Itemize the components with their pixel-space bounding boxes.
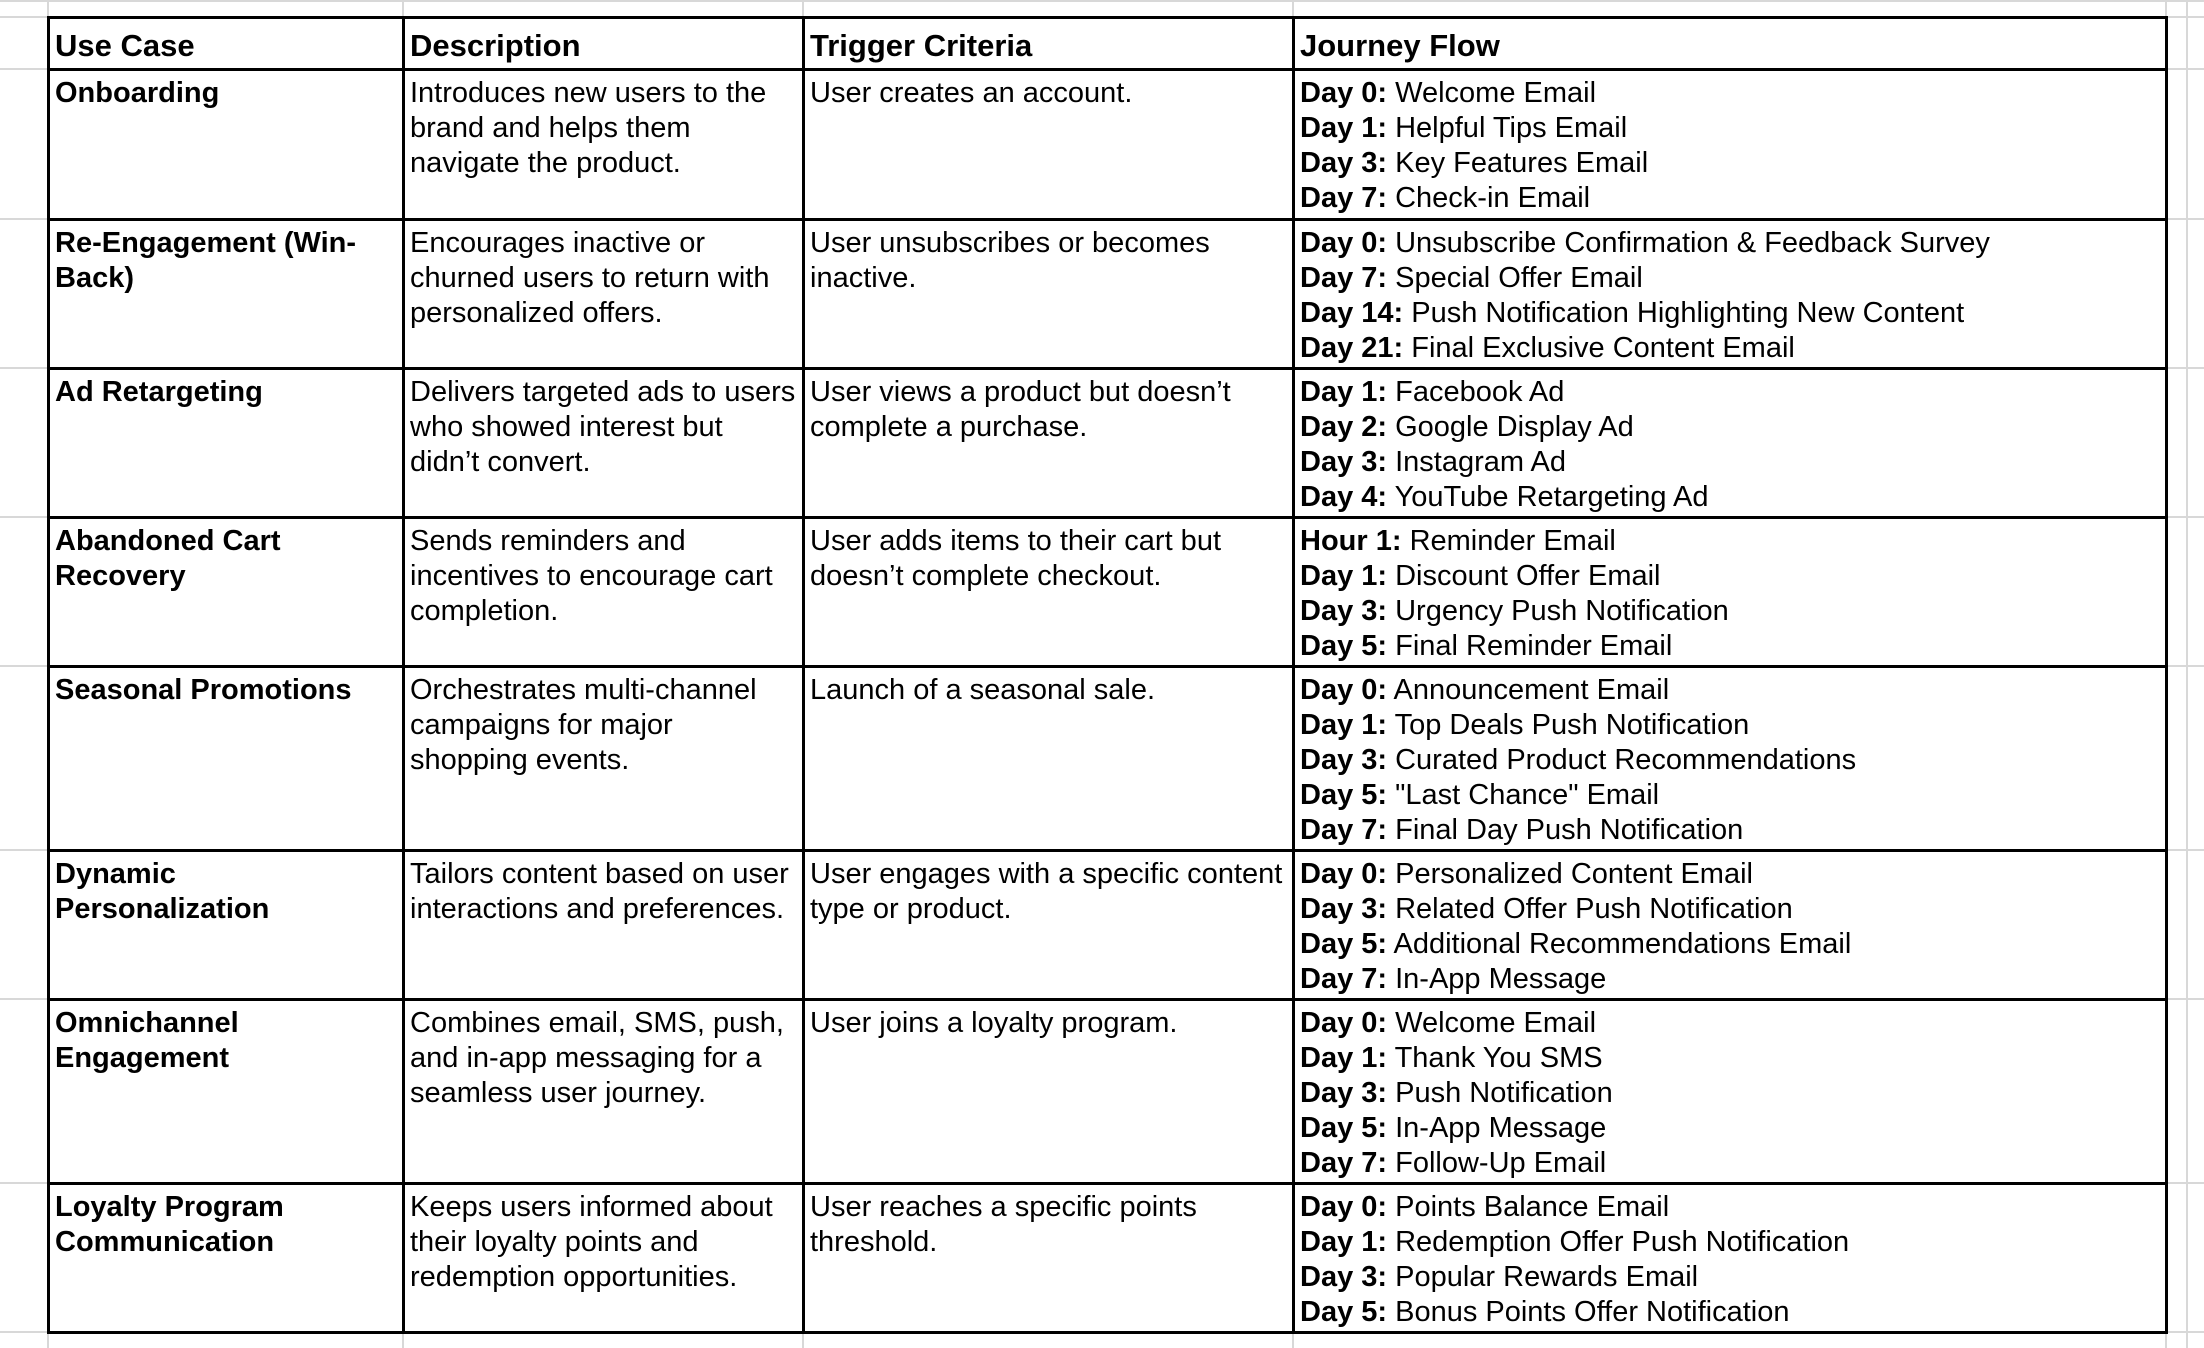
trigger-cell[interactable]: User joins a loyalty program. bbox=[804, 1000, 1294, 1184]
journey-step-line bbox=[1300, 857, 2161, 892]
use-case-cell[interactable]: Re-Engagement (Win-Back) bbox=[49, 220, 404, 369]
gridline bbox=[2165, 665, 2204, 667]
description-cell[interactable]: Delivers targeted ads to users who showed interest but didn’t convert. bbox=[404, 369, 804, 518]
journey-day-label: Day 0: bbox=[1300, 674, 1388, 706]
journey-step-text: Thank You SMS bbox=[1394, 1042, 1603, 1074]
journey-day-label: Day 3: bbox=[1300, 893, 1388, 925]
journey-step-text: YouTube Retargeting Ad bbox=[1394, 481, 1709, 513]
journey-step-line bbox=[1300, 480, 2161, 515]
table-row bbox=[49, 667, 2167, 851]
journey-cell[interactable] bbox=[1294, 70, 2167, 220]
journey-day-label: Day 7: bbox=[1300, 1147, 1388, 1179]
journey-day-label: Day 3: bbox=[1300, 1261, 1388, 1293]
gridline bbox=[2165, 516, 2204, 518]
journey-step-text: In-App Message bbox=[1395, 1112, 1607, 1144]
journey-step-text: Special Offer Email bbox=[1395, 262, 1643, 294]
journey-day-label: Day 7: bbox=[1300, 182, 1388, 214]
journey-day-label: Day 0: bbox=[1300, 1007, 1388, 1039]
use-case-cell[interactable]: Onboarding bbox=[49, 70, 404, 220]
journey-day-label: Day 1: bbox=[1300, 709, 1388, 741]
use-case-cell[interactable]: Dynamic Personalization bbox=[49, 851, 404, 1000]
journey-cell[interactable] bbox=[1294, 518, 2167, 667]
journey-step-text: Final Reminder Email bbox=[1395, 630, 1673, 662]
journey-step-line bbox=[1300, 1111, 2161, 1146]
journey-step-line bbox=[1300, 962, 2161, 997]
description-cell[interactable]: Sends reminders and incentives to encourage cart completion. bbox=[404, 518, 804, 667]
journey-step-line bbox=[1300, 445, 2161, 480]
journey-step-line bbox=[1300, 76, 2161, 111]
journey-day-label: Day 3: bbox=[1300, 595, 1388, 627]
gridline bbox=[2165, 16, 2204, 18]
use-case-cell[interactable]: Loyalty Program Communication bbox=[49, 1184, 404, 1333]
journey-day-label: Day 7: bbox=[1300, 963, 1388, 995]
description-cell[interactable]: Keeps users informed about their loyalty points and redemption opportunities. bbox=[404, 1184, 804, 1333]
gridline bbox=[47, 0, 49, 16]
gridline bbox=[0, 0, 2204, 2]
description-cell[interactable]: Orchestrates multi-channel campaigns for major shopping events. bbox=[404, 667, 804, 851]
journey-cell[interactable] bbox=[1294, 369, 2167, 518]
journey-step-text: Follow-Up Email bbox=[1395, 1147, 1607, 1179]
journey-step-text: "Last Chance" Email bbox=[1395, 779, 1660, 811]
journey-day-label: Day 3: bbox=[1300, 1077, 1388, 1109]
journey-step-line bbox=[1300, 375, 2161, 410]
journey-step-line bbox=[1300, 778, 2161, 813]
journey-step-text: Welcome Email bbox=[1395, 1007, 1597, 1039]
journey-step-text: In-App Message bbox=[1395, 963, 1607, 995]
journey-step-line bbox=[1300, 1260, 2161, 1295]
journey-cell[interactable] bbox=[1294, 667, 2167, 851]
column-header-description[interactable]: Description bbox=[404, 18, 804, 70]
gridline bbox=[0, 1331, 47, 1333]
gridline bbox=[2165, 0, 2167, 16]
journey-step-line bbox=[1300, 181, 2161, 216]
journey-day-label: Day 1: bbox=[1300, 1042, 1388, 1074]
gridline bbox=[2165, 998, 2204, 1000]
journey-day-label: Day 5: bbox=[1300, 779, 1388, 811]
gridline bbox=[0, 998, 47, 1000]
gridline bbox=[0, 849, 47, 851]
journey-day-label: Day 3: bbox=[1300, 147, 1388, 179]
trigger-cell[interactable]: User engages with a specific content type or product. bbox=[804, 851, 1294, 1000]
table-row bbox=[49, 1000, 2167, 1184]
journey-step-line bbox=[1300, 743, 2161, 778]
journey-step-text: Related Offer Push Notification bbox=[1395, 893, 1793, 925]
table-row bbox=[49, 518, 2167, 667]
gridline bbox=[0, 665, 47, 667]
gridline bbox=[0, 516, 47, 518]
journey-step-text: Check-in Email bbox=[1395, 182, 1591, 214]
journey-day-label: Day 3: bbox=[1300, 744, 1388, 776]
journey-day-label: Hour 1: bbox=[1300, 525, 1402, 557]
journey-day-label: Day 0: bbox=[1300, 227, 1388, 259]
journey-step-text: Helpful Tips Email bbox=[1395, 112, 1628, 144]
gridline bbox=[2165, 367, 2204, 369]
journey-step-text: Redemption Offer Push Notification bbox=[1395, 1226, 1850, 1258]
journey-step-text: Google Display Ad bbox=[1395, 411, 1634, 443]
journey-day-label: Day 0: bbox=[1300, 77, 1388, 109]
journey-cell[interactable] bbox=[1294, 1184, 2167, 1333]
journey-day-label: Day 21: bbox=[1300, 332, 1404, 364]
journey-step-text: Final Exclusive Content Email bbox=[1411, 332, 1795, 364]
journey-step-line bbox=[1300, 524, 2161, 559]
journey-day-label: Day 1: bbox=[1300, 376, 1388, 408]
gridline bbox=[802, 0, 804, 16]
journey-day-label: Day 1: bbox=[1300, 112, 1388, 144]
table-row bbox=[49, 851, 2167, 1000]
table-row bbox=[49, 369, 2167, 518]
journey-step-text: Final Day Push Notification bbox=[1395, 814, 1744, 846]
journey-step-line bbox=[1300, 594, 2161, 629]
journey-step-line bbox=[1300, 146, 2161, 181]
journey-day-label: Day 1: bbox=[1300, 1226, 1388, 1258]
journey-step-line bbox=[1300, 296, 2161, 331]
journey-step-line bbox=[1300, 261, 2161, 296]
gridline bbox=[0, 16, 47, 18]
description-cell[interactable]: Introduces new users to the brand and helps them navigate the product. bbox=[404, 70, 804, 220]
journey-step-line bbox=[1300, 410, 2161, 445]
journey-day-label: Day 5: bbox=[1300, 630, 1388, 662]
journey-step-line bbox=[1300, 673, 2161, 708]
journey-day-label: Day 5: bbox=[1300, 1296, 1388, 1328]
journey-step-line bbox=[1300, 1295, 2161, 1330]
journey-step-line bbox=[1300, 892, 2161, 927]
journey-step-line bbox=[1300, 559, 2161, 594]
journey-day-label: Day 0: bbox=[1300, 858, 1388, 890]
trigger-cell[interactable]: User adds items to their cart but doesn’t complete checkout. bbox=[804, 518, 1294, 667]
journey-step-line bbox=[1300, 1146, 2161, 1181]
journey-day-label: Day 7: bbox=[1300, 814, 1388, 846]
journey-step-text: Additional Recommendations Email bbox=[1393, 928, 1852, 960]
journey-step-text: Points Balance Email bbox=[1395, 1191, 1670, 1223]
description-cell[interactable]: Encourages inactive or churned users to return with personalized offers. bbox=[404, 220, 804, 369]
table-row bbox=[49, 1184, 2167, 1333]
journey-step-text: Reminder Email bbox=[1409, 525, 1616, 557]
journey-step-text: Facebook Ad bbox=[1395, 376, 1565, 408]
column-header-trigger-criteria[interactable]: Trigger Criteria bbox=[804, 18, 1294, 70]
journey-day-label: Day 2: bbox=[1300, 411, 1388, 443]
journey-step-line bbox=[1300, 331, 2161, 366]
table-row bbox=[49, 70, 2167, 220]
journey-step-line bbox=[1300, 708, 2161, 743]
journey-day-label: Day 4: bbox=[1300, 481, 1388, 513]
use-case-table bbox=[47, 16, 2168, 1334]
journey-cell[interactable] bbox=[1294, 851, 2167, 1000]
gridline bbox=[2165, 1182, 2204, 1184]
use-case-cell[interactable]: Abandoned Cart Recovery bbox=[49, 518, 404, 667]
journey-step-line bbox=[1300, 226, 2161, 261]
trigger-cell[interactable]: User unsubscribes or becomes inactive. bbox=[804, 220, 1294, 369]
journey-step-line bbox=[1300, 1225, 2161, 1260]
journey-step-text: Announcement Email bbox=[1393, 674, 1670, 706]
journey-step-line bbox=[1300, 111, 2161, 146]
journey-step-line bbox=[1300, 629, 2161, 664]
journey-day-label: Day 14: bbox=[1300, 297, 1404, 329]
journey-step-text: Curated Product Recommendations bbox=[1395, 744, 1857, 776]
journey-step-text: Unsubscribe Confirmation & Feedback Survey bbox=[1395, 227, 1990, 259]
gridline bbox=[0, 367, 47, 369]
journey-day-label: Day 7: bbox=[1300, 262, 1388, 294]
journey-step-line bbox=[1300, 927, 2161, 962]
table-row bbox=[49, 220, 2167, 369]
journey-step-text: Discount Offer Email bbox=[1395, 560, 1661, 592]
gridline bbox=[2165, 68, 2204, 70]
trigger-cell[interactable]: User creates an account. bbox=[804, 70, 1294, 220]
gridline bbox=[402, 0, 404, 16]
column-header-use-case[interactable]: Use Case bbox=[49, 18, 404, 70]
journey-step-text: Popular Rewards Email bbox=[1395, 1261, 1699, 1293]
journey-step-line bbox=[1300, 1076, 2161, 1111]
journey-step-text: Urgency Push Notification bbox=[1395, 595, 1729, 627]
gridline bbox=[0, 1182, 47, 1184]
journey-step-text: Top Deals Push Notification bbox=[1394, 709, 1750, 741]
column-header-journey-flow[interactable]: Journey Flow bbox=[1294, 18, 2167, 70]
journey-step-text: Personalized Content Email bbox=[1395, 858, 1753, 890]
journey-step-text: Bonus Points Offer Notification bbox=[1395, 1296, 1790, 1328]
journey-step-line bbox=[1300, 1041, 2161, 1076]
journey-day-label: Day 1: bbox=[1300, 560, 1388, 592]
journey-day-label: Day 5: bbox=[1300, 1112, 1388, 1144]
journey-step-text: Instagram Ad bbox=[1395, 446, 1566, 478]
gridline bbox=[0, 68, 47, 70]
description-cell[interactable]: Tailors content based on user interactions and preferences. bbox=[404, 851, 804, 1000]
gridline bbox=[0, 218, 47, 220]
journey-day-label: Day 5: bbox=[1300, 928, 1388, 960]
trigger-cell[interactable]: Launch of a seasonal sale. bbox=[804, 667, 1294, 851]
header-row bbox=[49, 18, 2167, 70]
trigger-cell[interactable]: User views a product but doesn’t complete a purchase. bbox=[804, 369, 1294, 518]
gridline bbox=[1292, 0, 1294, 16]
use-case-cell[interactable]: Seasonal Promotions bbox=[49, 667, 404, 851]
journey-cell[interactable] bbox=[1294, 220, 2167, 369]
journey-day-label: Day 0: bbox=[1300, 1191, 1388, 1223]
gridline bbox=[2165, 218, 2204, 220]
journey-step-text: Push Notification Highlighting New Content bbox=[1411, 297, 1965, 329]
gridline bbox=[2165, 1331, 2204, 1333]
journey-step-text: Push Notification bbox=[1395, 1077, 1613, 1109]
trigger-cell[interactable]: User reaches a specific points threshold. bbox=[804, 1184, 1294, 1333]
gridline bbox=[2165, 849, 2204, 851]
gridline bbox=[2186, 0, 2188, 1348]
journey-step-line bbox=[1300, 1190, 2161, 1225]
journey-cell[interactable] bbox=[1294, 1000, 2167, 1184]
description-cell[interactable]: Combines email, SMS, push, and in-app messaging for a seamless user journey. bbox=[404, 1000, 804, 1184]
journey-step-text: Welcome Email bbox=[1395, 77, 1597, 109]
journey-day-label: Day 3: bbox=[1300, 446, 1388, 478]
use-case-cell[interactable]: Omnichannel Engagement bbox=[49, 1000, 404, 1184]
journey-step-text: Key Features Email bbox=[1395, 147, 1649, 179]
use-case-cell[interactable]: Ad Retargeting bbox=[49, 369, 404, 518]
journey-step-line bbox=[1300, 813, 2161, 848]
journey-step-line bbox=[1300, 1006, 2161, 1041]
